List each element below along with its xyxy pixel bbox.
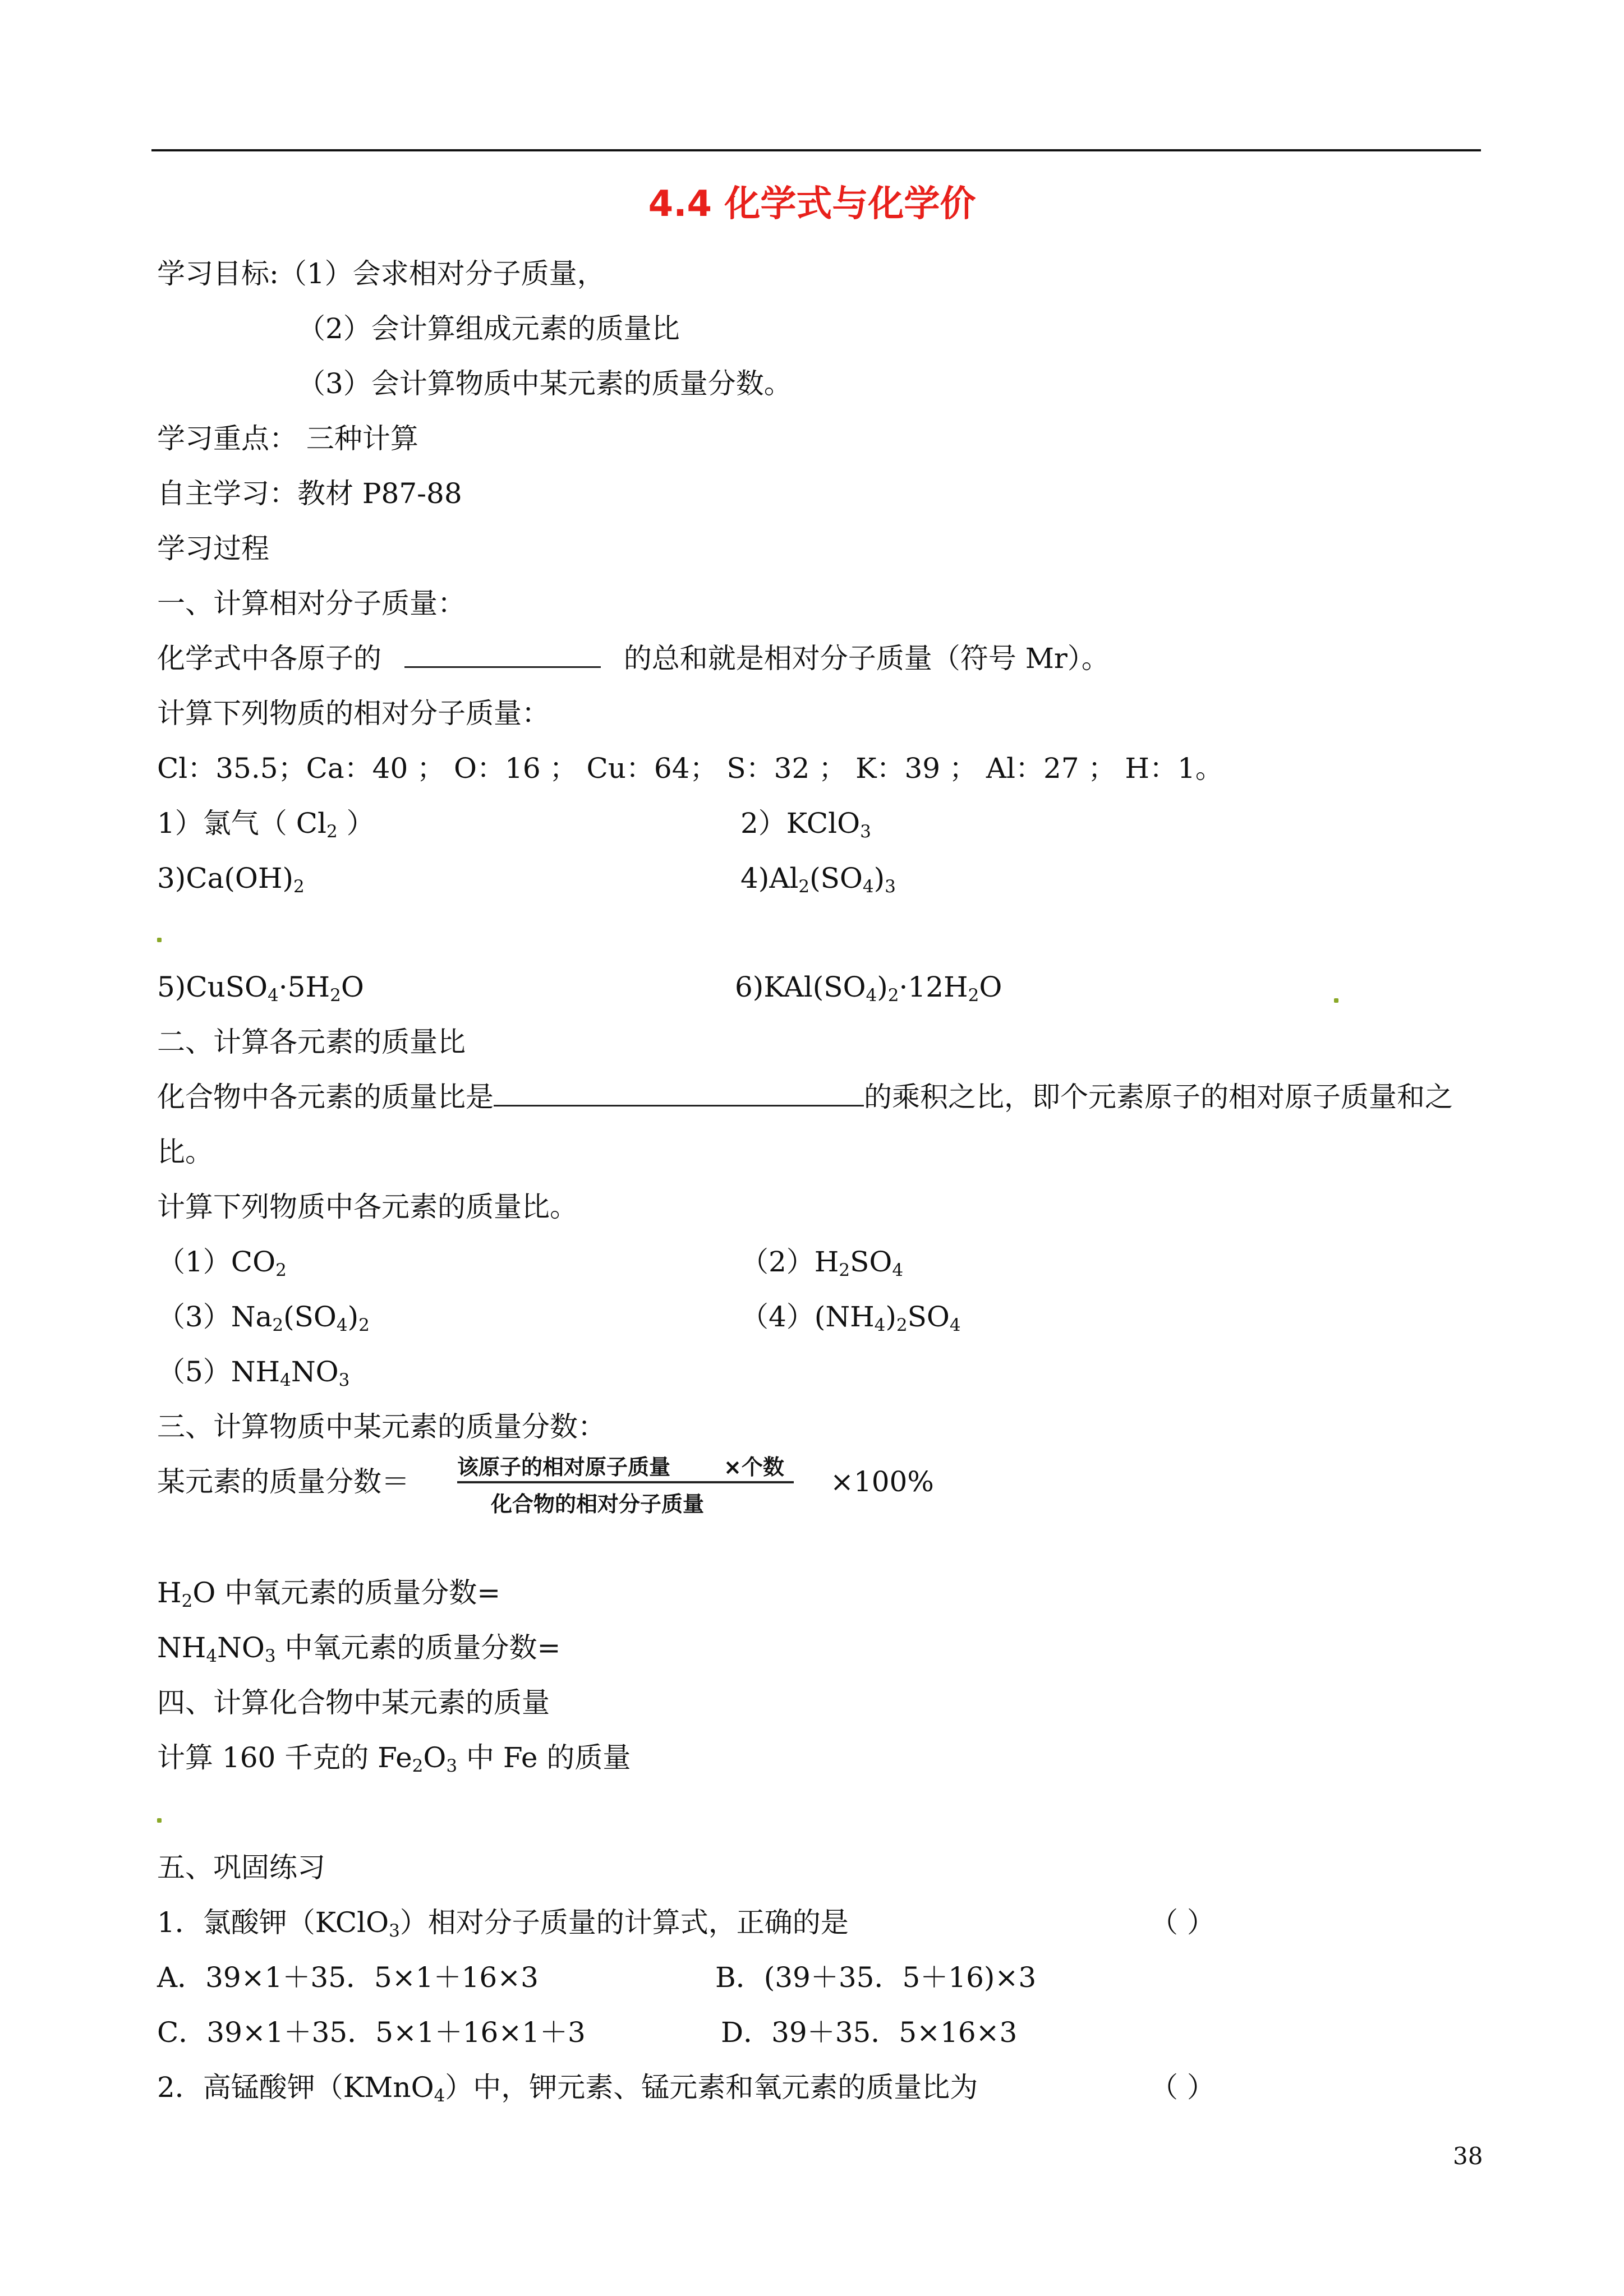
exercise-1-bracket[interactable]: （ ） bbox=[1150, 1906, 1215, 1939]
ex-h2o: $H_2O$ 中氧元素的质量分数= bbox=[157, 1576, 501, 1611]
stray-dot bbox=[1334, 998, 1338, 1003]
section2-definition: 化合物中各元素的质量比是 的乘积之比，即个元素原子的相对原子质量和之 bbox=[157, 1081, 1453, 1113]
q-na2so42: $(3)Na_2(SO_4)_2$ bbox=[157, 1301, 370, 1335]
q6-kalso42: $6)KAl(SO_4)_2\cdot 12H_2O$ bbox=[735, 971, 1002, 1006]
header-rule bbox=[151, 149, 1481, 151]
goal-2: （2）会计算组成元素的质量比 bbox=[297, 312, 680, 345]
answer-blank-2[interactable] bbox=[494, 1080, 864, 1106]
q-fe2o3: 计算 160 千克的 $Fe_2O_3$ 中 Fe 的质量 bbox=[157, 1741, 631, 1776]
formula-label: 某元素的质量分数＝ bbox=[157, 1465, 410, 1498]
page-number: 38 bbox=[1453, 2142, 1483, 2170]
option-c[interactable]: C．39×1＋35．5×1＋16×1＋3 bbox=[157, 2016, 586, 2049]
section2-prompt: 计算下列物质中各元素的质量比。 bbox=[157, 1191, 578, 1223]
q-co2: $(1)CO_2$ bbox=[157, 1246, 287, 1280]
option-d[interactable]: D．39＋35．5×16×3 bbox=[721, 2016, 1018, 2049]
q3-caoh2: $3)Ca(OH)_2$ bbox=[157, 862, 305, 897]
fraction-bar bbox=[457, 1481, 794, 1483]
option-a[interactable]: A．39×1＋35．5×1＋16×3 bbox=[157, 1961, 539, 1994]
q1-chlorine: 1）氯气（ $Cl_2$ ） bbox=[157, 807, 375, 842]
stray-dot bbox=[157, 1818, 162, 1823]
stray-dot bbox=[157, 938, 162, 942]
ex-nh4no3: $NH_4NO_3$ 中氧元素的质量分数= bbox=[157, 1631, 561, 1666]
page-title: 4.4 化学式与化学价 bbox=[648, 183, 976, 225]
exercise-2: 2．高锰酸钾（KMnO$_4$）中，钾元素、锰元素和氧元素的质量比为 bbox=[157, 2071, 978, 2106]
formula-numerator: 该原子的相对原子质量 bbox=[457, 1455, 671, 1479]
exercise-1: 1．氯酸钾（KClO$_3$）相对分子质量的计算式，正确的是 bbox=[157, 1906, 849, 1941]
answer-blank-1[interactable] bbox=[404, 642, 601, 668]
section2-heading: 二、计算各元素的质量比 bbox=[157, 1026, 466, 1058]
mass-fraction-formula bbox=[457, 1450, 805, 1517]
option-b[interactable]: B．(39＋35．5＋16)×3 bbox=[715, 1961, 1037, 1994]
q4-al2so43: $4)Al_2(SO_4)_3$ bbox=[740, 862, 896, 897]
process-heading: 学习过程 bbox=[157, 532, 269, 565]
goal-3: （3）会计算物质中某元素的质量分数。 bbox=[297, 367, 792, 400]
focus-line: 学习重点： 三种计算 bbox=[157, 422, 418, 455]
q5-cuso4: $5)CuSO_4\cdot 5H_2O$ bbox=[157, 971, 364, 1006]
formula-denominator: 化合物的相对分子质量 bbox=[491, 1492, 705, 1516]
section3-heading: 三、计算物质中某元素的质量分数： bbox=[157, 1410, 606, 1443]
section4-heading: 四、计算化合物中某元素的质量 bbox=[157, 1686, 550, 1719]
q-h2so4: $(2)H_2SO_4$ bbox=[740, 1246, 904, 1280]
section5-heading: 五、巩固练习 bbox=[157, 1851, 325, 1884]
goal-1: 学习目标:（1）会求相对分子质量， bbox=[157, 257, 605, 290]
formula-times-count: ×个数 bbox=[724, 1455, 784, 1479]
section2-definition-cont: 比。 bbox=[157, 1136, 213, 1168]
formula-percent: ×100% bbox=[830, 1465, 934, 1498]
section1-heading: 一、计算相对分子质量： bbox=[157, 587, 466, 620]
q2-kclo3: 2）KClO$_3$ bbox=[740, 807, 871, 842]
exercise-2-bracket[interactable]: （ ） bbox=[1150, 2071, 1215, 2104]
section1-prompt: 计算下列物质的相对分子质量： bbox=[157, 697, 550, 730]
section1-definition: 化学式中各原子的 的总和就是相对分子质量（符号 Mr）。 bbox=[157, 642, 1110, 675]
q-nh4no3: $(5)NH_4NO_3$ bbox=[157, 1356, 350, 1390]
self-study-line: 自主学习：教材 P87-88 bbox=[157, 477, 462, 510]
q-nh42so4: $(4)(NH_4)_2SO_4$ bbox=[740, 1301, 961, 1335]
atomic-masses: Cl：35.5；Ca：40 ； O：16 ； Cu：64； S：32 ； K：39 ； Al：27 ； H：1。 bbox=[157, 752, 1223, 785]
